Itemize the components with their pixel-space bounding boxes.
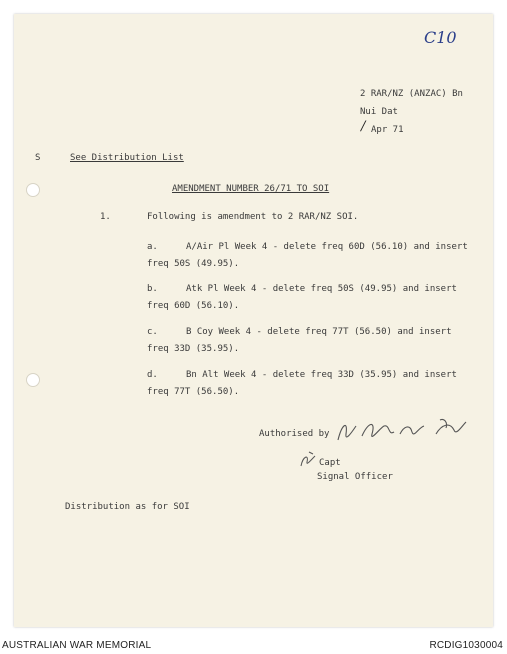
document-page — [14, 14, 493, 627]
item-letter: a. — [147, 242, 158, 252]
unit-name: 2 RAR/NZ (ANZAC) Bn — [360, 89, 463, 99]
item-line: B Coy Week 4 - delete freq 77T (56.50) and insert — [186, 327, 452, 337]
document-date: Apr 71 — [371, 125, 404, 135]
archive-footer-right: RCDIG1030004 — [429, 640, 503, 651]
authorised-label: Authorised by — [259, 429, 330, 439]
unit-location: Nui Dat — [360, 107, 398, 117]
item-line: Bn Alt Week 4 - delete freq 33D (35.95) and insert — [186, 370, 457, 380]
distribution-note: Distribution as for SOI — [65, 502, 190, 512]
initials-handwriting — [297, 450, 319, 470]
item-line: freq 77T (56.50). — [147, 387, 240, 397]
signature-handwriting — [332, 414, 472, 446]
item-line: Atk Pl Week 4 - delete freq 50S (49.95) and insert — [186, 284, 457, 294]
para-number: 1. — [100, 212, 111, 222]
punch-hole — [26, 183, 40, 197]
classification-mark: S — [35, 153, 41, 163]
addressee: See Distribution List — [70, 153, 184, 163]
archive-footer-left: AUSTRALIAN WAR MEMORIAL — [2, 640, 152, 651]
date-handwritten-day: / — [361, 119, 366, 134]
item-letter: c. — [147, 327, 158, 337]
item-line: freq 33D (35.95). — [147, 344, 240, 354]
signatory-appointment: Signal Officer — [317, 472, 393, 482]
para-text: Following is amendment to 2 RAR/NZ SOI. — [147, 212, 359, 222]
punch-hole — [26, 373, 40, 387]
item-line: freq 60D (56.10). — [147, 301, 240, 311]
reference-mark: C10 — [424, 28, 457, 47]
item-letter: d. — [147, 370, 158, 380]
document-title: AMENDMENT NUMBER 26/71 TO SOI — [172, 184, 330, 194]
item-line: freq 50S (49.95). — [147, 259, 240, 269]
item-letter: b. — [147, 284, 158, 294]
item-line: A/Air Pl Week 4 - delete freq 60D (56.10) and insert — [186, 242, 468, 252]
signatory-rank: Capt — [319, 458, 341, 468]
